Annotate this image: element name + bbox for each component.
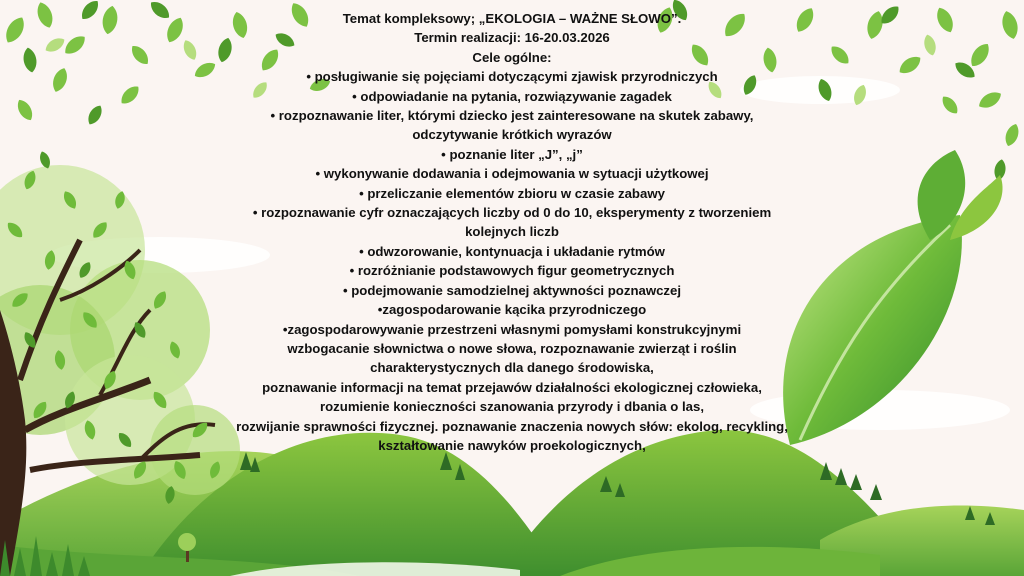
goal-item: kształtowanie nawyków proekologicznych, — [378, 437, 646, 453]
goal-item: • podejmowanie samodzielnej aktywności poznawczej — [342, 282, 682, 298]
topic-title: Temat kompleksowy; „EKOLOGIA – WAŻNE SŁOWO”. — [342, 11, 682, 26]
goal-item: •zagospodarowywanie przestrzeni własnymi pomysłami konstrukcyjnymi — [282, 321, 742, 337]
goal-item: poznawanie informacji na temat przejawów działalności ekologicznej człowieka, — [262, 379, 762, 395]
goal-item: • odwzorowanie, kontynuacja i układanie rytmów — [359, 243, 665, 259]
deadline: Termin realizacji: 16-20.03.2026 — [414, 30, 610, 46]
goal-item: odczytywanie krótkich wyrazów — [412, 127, 612, 143]
goal-item: • przeliczanie elementów zbioru w czasie zabawy — [359, 185, 665, 201]
goal-item: • odpowiadanie na pytania, rozwiązywanie zagadek — [352, 88, 672, 104]
goal-item: wzbogacanie słownictwa o nowe słowa, rozpoznawanie zwierząt i roślin — [287, 340, 737, 356]
goal-item: •zagospodarowanie kącika przyrodniczego — [377, 302, 647, 318]
goal-item: kolejnych liczb — [465, 224, 559, 240]
goal-item: • rozróżnianie podstawowych figur geometrycznych — [349, 263, 675, 279]
goal-item: • posługiwanie się pojęciami dotyczącymi zjawisk przyrodniczych — [306, 69, 718, 85]
goal-item: • wykonywanie dodawania i odejmowania w sytuacji użytkowej — [315, 166, 709, 182]
goals-heading: Cele ogólne: — [472, 49, 552, 65]
goal-item: • rozpoznawanie liter, którymi dziecko jest zainteresowane na skutek zabawy, — [270, 108, 754, 124]
goal-item: charakterystycznych dla danego środowiska, — [370, 360, 654, 376]
goal-item: rozumienie konieczności szanowania przyrody i dbania o las, — [319, 399, 704, 415]
goal-item: • rozpoznawanie cyfr oznaczających liczby od 0 do 10, eksperymenty z tworzeniem — [252, 205, 772, 221]
goal-item: rozwijanie sprawności fizycznej. poznawanie znaczenia nowych słów: ekolog, recykling, — [236, 418, 788, 434]
goals-text — [180, 9, 844, 455]
goal-item: • poznanie liter „J”, „j” — [441, 146, 583, 162]
